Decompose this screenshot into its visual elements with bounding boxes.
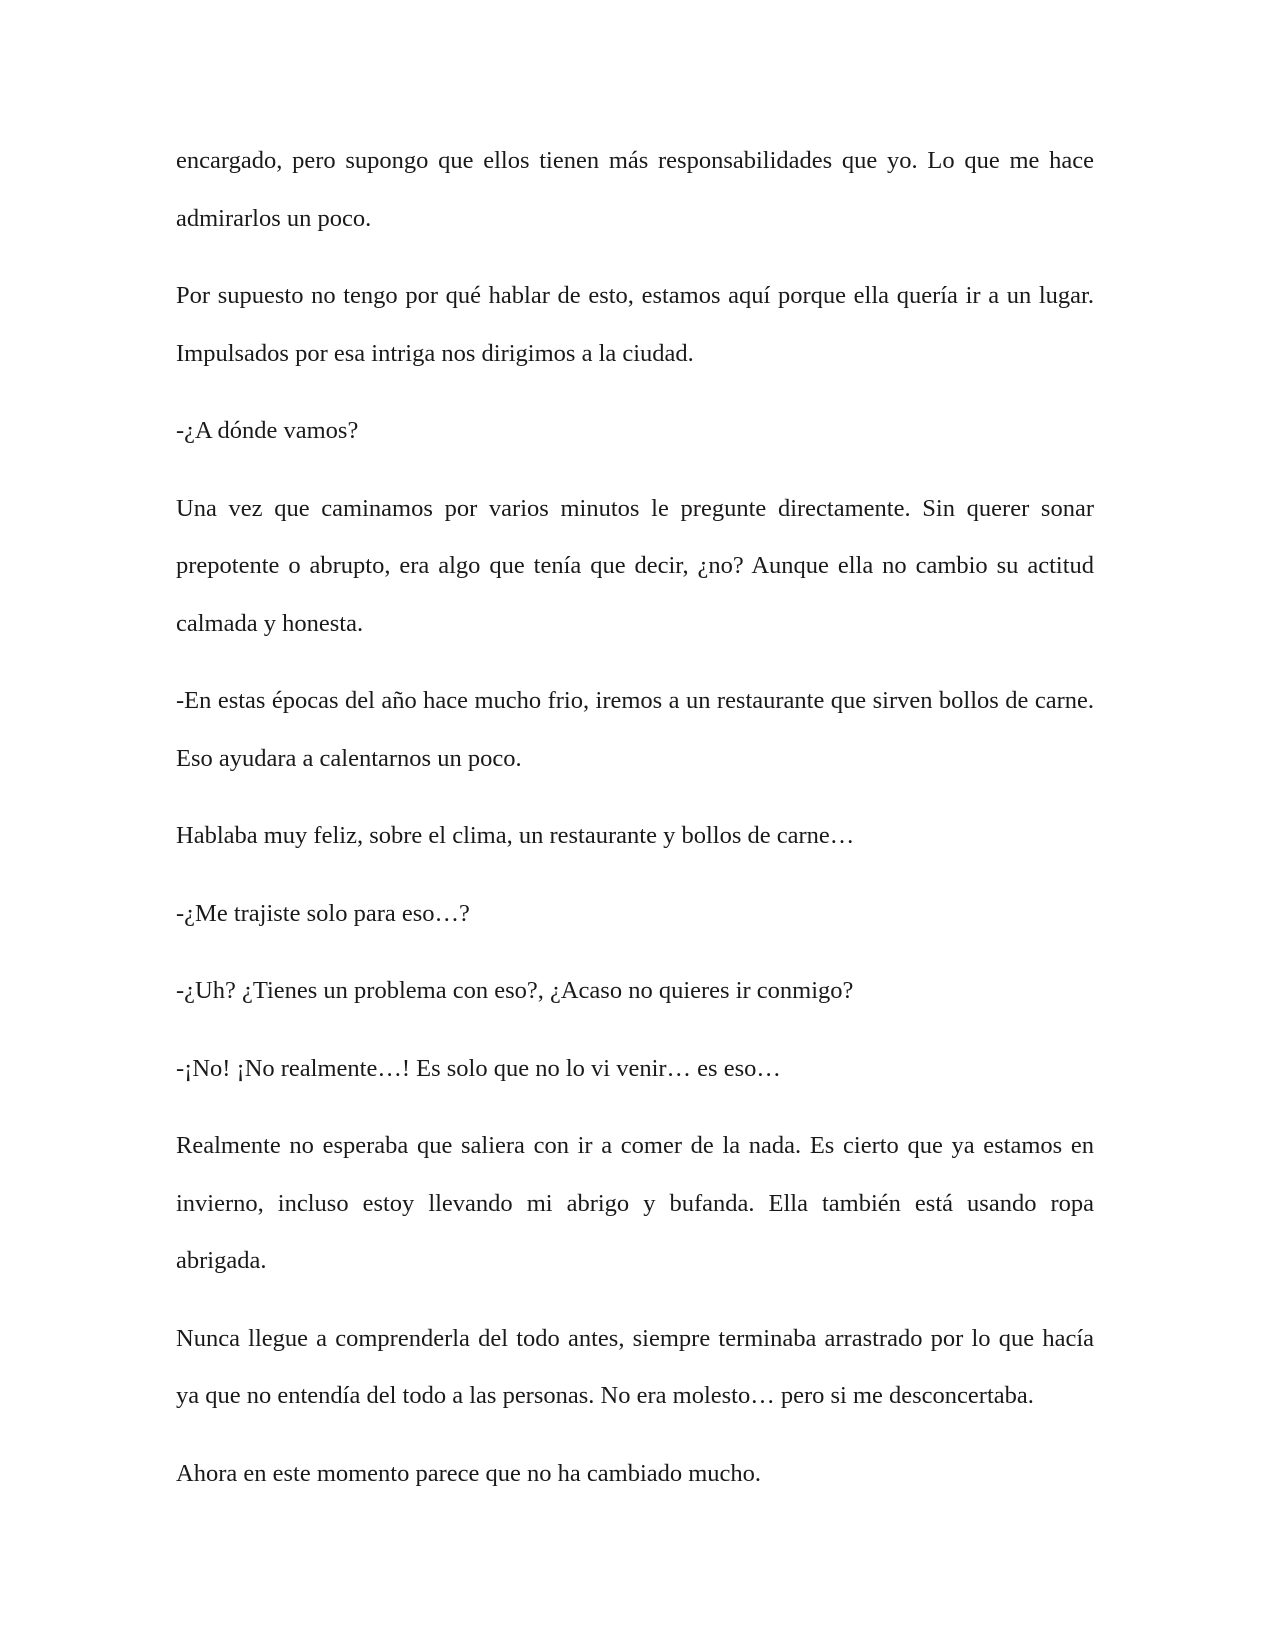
paragraph: Por supuesto no tengo por qué hablar de esto, estamos aquí porque ella quería ir a un lugar. Impulsados por esa intriga nos dirigimos a la ciudad. xyxy=(176,282,1094,367)
dialogue-line: -¿A dónde vamos? xyxy=(176,417,359,444)
paragraph: Realmente no esperaba que saliera con ir a comer de la nada. Es cierto que ya estamos en invierno, incluso estoy llevando mi abrigo y bufanda. Ella también está usando ropa abrigada. xyxy=(176,1132,1094,1274)
paragraph: Hablaba muy feliz, sobre el clima, un restaurante y bollos de carne… xyxy=(176,822,855,849)
dialogue-line: -En estas épocas del año hace mucho frio, iremos a un restaurante que sirven bollos de carne. Eso ayudara a calentarnos un poco. xyxy=(176,687,1094,772)
paragraph: Nunca llegue a comprenderla del todo antes, siempre terminaba arrastrado por lo que hacía ya que no entendía del todo a las personas. No era molesto… pero si me desconcertaba. xyxy=(176,1324,1094,1409)
paragraph: Una vez que caminamos por varios minutos le pregunte directamente. Sin querer sonar prepotente o abrupto, era algo que tenía que decir, ¿no? Aunque ella no cambio su actitud calmada y honesta. xyxy=(176,494,1094,637)
dialogue-line: -¿Uh? ¿Tienes un problema con eso?, ¿Acaso no quieres ir conmigo? xyxy=(176,977,854,1004)
paragraph: encargado, pero supongo que ellos tienen más responsabilidades que yo. Lo que me hace admirarlos un poco. xyxy=(176,147,1094,232)
paragraph: Ahora en este momento parece que no ha cambiado mucho. xyxy=(176,1459,762,1487)
document-body xyxy=(176,132,1094,1522)
dialogue-line: -¿Me trajiste solo para eso…? xyxy=(176,899,470,927)
dialogue-line: -¡No! ¡No realmente…! Es solo que no lo vi venir… es eso… xyxy=(176,1054,781,1082)
